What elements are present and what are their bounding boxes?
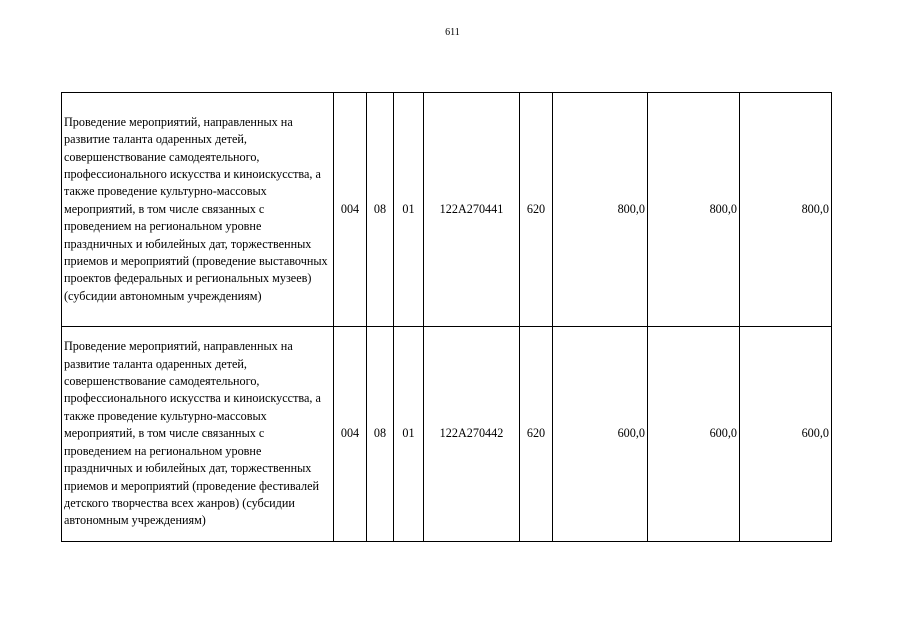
amount-year-2: 600,0	[648, 327, 740, 542]
expense-type-code: 620	[520, 327, 553, 542]
budget-table	[61, 92, 832, 542]
amount-year-3: 800,0	[740, 93, 832, 327]
target-article-code: 122A270441	[424, 93, 520, 327]
amount-year-2: 800,0	[648, 93, 740, 327]
table-row	[62, 93, 832, 327]
subsection-code: 01	[394, 327, 424, 542]
row-description: Проведение мероприятий, направленных на развитие таланта одаренных детей, совершенствование самодеятельного, профессионального искусства и киноискусства, а также проведение культурно-массовых мероприятий, в том числе связанных с проведением на региональном уровне праздничных и юбилейных дат, торжественных приемов и мероприятий (проведение выставочных проектов федеральных и региональных музеев) (субсидии автономным учреждениям)	[62, 93, 334, 327]
amount-year-3: 600,0	[740, 327, 832, 542]
table-row	[62, 327, 832, 542]
amount-year-1: 600,0	[553, 327, 648, 542]
section-code: 08	[367, 327, 394, 542]
subsection-code: 01	[394, 93, 424, 327]
page-number: 611	[445, 27, 460, 38]
target-article-code: 122A270442	[424, 327, 520, 542]
ministry-code: 004	[334, 327, 367, 542]
amount-year-1: 800,0	[553, 93, 648, 327]
ministry-code: 004	[334, 93, 367, 327]
section-code: 08	[367, 93, 394, 327]
row-description: Проведение мероприятий, направленных на развитие таланта одаренных детей, совершенствование самодеятельного, профессионального искусства и киноискусства, а также проведение культурно-массовых мероприятий, в том числе связанных с проведением на региональном уровне праздничных и юбилейных дат, торжественных приемов и мероприятий (проведение фестивалей детского творчества всех жанров) (субсидии автономным учреждениям)	[62, 327, 334, 542]
expense-type-code: 620	[520, 93, 553, 327]
